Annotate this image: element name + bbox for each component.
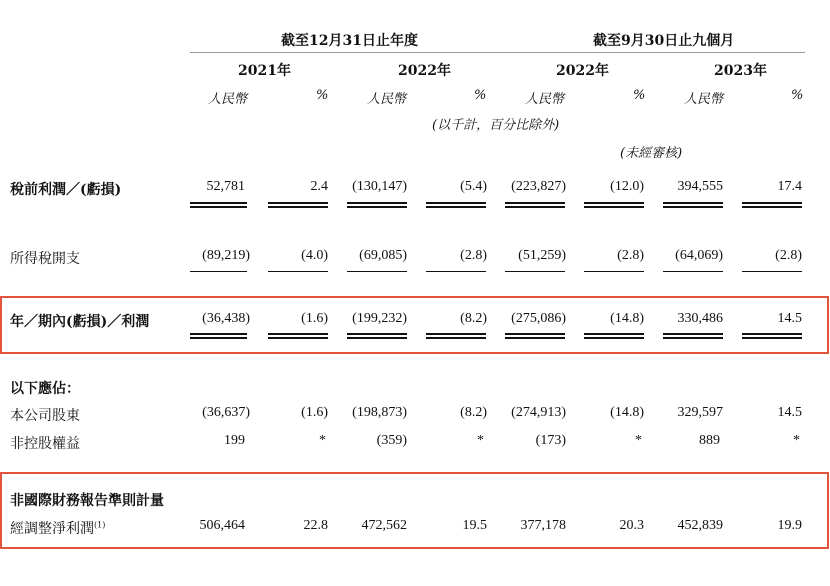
tax-v5: (51,259): [518, 248, 566, 263]
pretax-v3: (130,147): [352, 179, 407, 194]
row-label-tax: 所得稅開支: [10, 251, 80, 267]
tax-rule-2: [268, 271, 328, 272]
tax-v8: (2.8): [775, 248, 802, 263]
unit-rmb-2: 人民幣: [367, 92, 407, 107]
adjusted-v1: 506,464: [199, 518, 245, 533]
net-v3: (199,232): [352, 311, 407, 326]
unit-pct-1: %: [316, 88, 329, 103]
adjusted-v6: 20.3: [619, 518, 644, 533]
pretax-rule-2: [268, 202, 328, 208]
row-label-net: 年／期內(虧損)／利潤: [10, 314, 150, 330]
pretax-rule-6: [584, 202, 644, 208]
pretax-rule-7: [663, 202, 723, 208]
year-2021: 2021年: [238, 63, 291, 79]
pretax-v5: (223,827): [511, 179, 566, 194]
net-rule-2: [268, 333, 328, 339]
net-rule-8: [742, 333, 802, 339]
tax-v4: (2.8): [460, 248, 487, 263]
unit-rmb-4: 人民幣: [684, 92, 724, 107]
tax-v3: (69,085): [359, 248, 407, 263]
tax-v1: (89,219): [202, 248, 250, 263]
row-label-adjusted: [10, 518, 105, 538]
adjusted-v8: 19.9: [777, 518, 802, 533]
nonifrs-heading: 非國際財務報告準則計量: [10, 493, 164, 509]
net-v5: (275,086): [511, 311, 566, 326]
net-rule-5: [505, 333, 565, 339]
pretax-v8: 17.4: [777, 179, 802, 194]
owners-v7: 329,597: [677, 405, 723, 420]
net-v4: (8.2): [460, 311, 487, 326]
row-label-nci: 非控股權益: [10, 436, 80, 452]
period-header-year: 截至12月31日止年度: [281, 33, 418, 49]
adjusted-footnote: (1): [94, 520, 106, 530]
adjusted-v7: 452,839: [677, 518, 723, 533]
highlight-box-nonifrs: [0, 472, 829, 549]
tax-rule-6: [584, 271, 644, 272]
tax-v7: (64,069): [675, 248, 723, 263]
net-v2: (1.6): [301, 311, 328, 326]
tax-rule-8: [742, 271, 802, 272]
tax-v6: (2.8): [617, 248, 644, 263]
unit-note: (以千計，百分比除外): [432, 118, 560, 133]
owners-v1: (36,637): [202, 405, 250, 420]
nci-v5: (173): [535, 433, 566, 448]
owners-v8: 14.5: [777, 405, 802, 420]
net-v7: 330,486: [677, 311, 723, 326]
adjusted-v5: 377,178: [520, 518, 566, 533]
adjusted-label-text: 經調整淨利潤: [10, 521, 94, 537]
adjusted-v4: 19.5: [462, 518, 487, 533]
tax-v2: (4.0): [301, 248, 328, 263]
unit-pct-4: %: [791, 88, 804, 103]
tax-rule-3: [347, 271, 407, 272]
net-v8: 14.5: [777, 311, 802, 326]
net-rule-6: [584, 333, 644, 339]
pretax-v7: 394,555: [677, 179, 723, 194]
tax-rule-5: [505, 271, 565, 272]
pretax-rule-1: [190, 202, 247, 208]
net-rule-4: [426, 333, 486, 339]
row-label-pretax: 稅前利潤／(虧損): [10, 182, 122, 198]
adjusted-v3: 472,562: [361, 518, 407, 533]
owners-v4: (8.2): [460, 405, 487, 420]
pretax-v4: (5.4): [460, 179, 487, 194]
nci-v3: (359): [376, 433, 407, 448]
pretax-v6: (12.0): [610, 179, 644, 194]
nci-v6: *: [635, 433, 642, 448]
owners-v6: (14.8): [610, 405, 644, 420]
pretax-rule-4: [426, 202, 486, 208]
nci-v4: *: [477, 433, 484, 448]
net-rule-1: [190, 333, 247, 339]
attributable-heading: 以下應佔：: [10, 381, 80, 397]
unit-rmb-3: 人民幣: [525, 92, 565, 107]
period-underline-nine: [505, 52, 805, 53]
unit-pct-2: %: [474, 88, 487, 103]
tax-rule-7: [663, 271, 723, 272]
unit-rmb-1: 人民幣: [208, 92, 248, 107]
tax-rule-1: [190, 271, 247, 272]
net-v1: (36,438): [202, 311, 250, 326]
owners-v2: (1.6): [301, 405, 328, 420]
pretax-rule-5: [505, 202, 565, 208]
year-2022-b: 2022年: [556, 63, 609, 79]
adjusted-v2: 22.8: [303, 518, 328, 533]
nci-v1: 199: [224, 433, 245, 448]
tax-rule-4: [426, 271, 486, 272]
nci-v2: *: [319, 433, 326, 448]
nci-v7: 889: [699, 433, 720, 448]
owners-v3: (198,873): [352, 405, 407, 420]
year-2023: 2023年: [714, 63, 767, 79]
owners-v5: (274,913): [511, 405, 566, 420]
pretax-rule-8: [742, 202, 802, 208]
net-v6: (14.8): [610, 311, 644, 326]
year-2022-a: 2022年: [398, 63, 451, 79]
pretax-v2: 2.4: [310, 179, 328, 194]
pretax-rule-3: [347, 202, 407, 208]
row-label-owners: 本公司股東: [10, 408, 80, 424]
period-header-nine-months: 截至9月30日止九個月: [593, 33, 735, 49]
pretax-v1: 52,781: [206, 179, 245, 194]
net-rule-3: [347, 333, 407, 339]
unit-pct-3: %: [633, 88, 646, 103]
net-rule-7: [663, 333, 723, 339]
unaudited-note: (未經審核): [620, 146, 683, 161]
nci-v8: *: [793, 433, 800, 448]
